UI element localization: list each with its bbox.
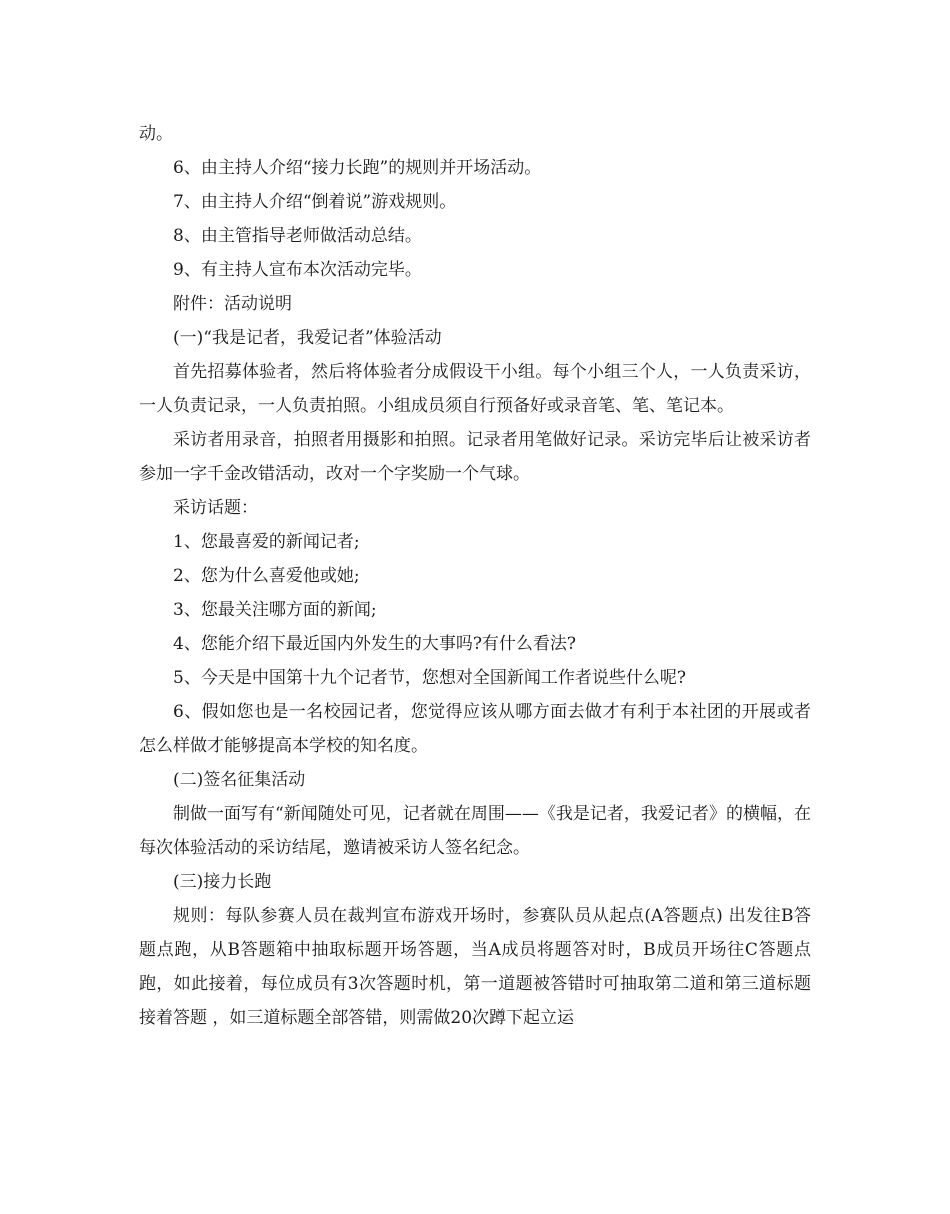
section-1-heading: (一)“我是记者，我爱记者”体验活动 (173, 328, 442, 348)
document-body (139, 117, 811, 1035)
interview-topic-2: 2、您为什么喜爱他或她; (173, 566, 360, 586)
interview-topics-heading: 采访话题： (173, 498, 258, 518)
interview-topic-6: 6、假如您也是一名校园记者，您觉得应该从哪方面去做才有利于本社团的开展或者怎么样做才能够提高本学校的知名度。 (139, 702, 811, 756)
interview-topic-3: 3、您最关注哪方面的新闻; (173, 600, 377, 620)
step-6: 6、由主持人介绍“接力长跑”的规则并开场活动。 (173, 158, 542, 178)
section-2-paragraph: 制做一面写有“新闻随处可见，记者就在周围——《我是记者，我爱记者》的横幅，在每次体验活动的采访结尾，邀请被采访人签名纪念。 (139, 804, 811, 858)
step-7: 7、由主持人介绍“倒着说”游戏规则。 (173, 192, 457, 212)
appendix-heading: 附件：活动说明 (173, 294, 292, 314)
section-1-paragraph-1: 首先招募体验者，然后将体验者分成假设干小组。每个小组三个人，一人负责采访，一人负责记录，一人负责拍照。小组成员须自行预备好或录音笔、笔、笔记本。 (139, 362, 811, 416)
interview-topic-1: 1、您最喜爱的新闻记者; (173, 532, 360, 552)
section-3-rules: 规则：每队参赛人员在裁判宣布游戏开场时，参赛队员从起点(A答题点) 出发往B答题点跑，从B答题箱中抽取标题开场答题，当A成员将题答对时，B成员开场往C答题点跑，如此接着，每位成员有3次答题时机，第一道题被答错时可抽取第二道和第三道标题接着答题 ，如三道标题全部答错，则需做20次蹲下起立运 (139, 906, 811, 1028)
paragraph-continuation: 动。 (139, 124, 173, 144)
section-2-heading: (二)签名征集活动 (173, 770, 306, 790)
section-3-heading: (三)接力长跑 (173, 872, 272, 892)
section-1-paragraph-2: 采访者用录音，拍照者用摄影和拍照。记录者用笔做好记录。采访完毕后让被采访者参加一字千金改错活动，改对一个字奖励一个气球。 (139, 430, 811, 484)
interview-topic-4: 4、您能介绍下最近国内外发生的大事吗?有什么看法? (173, 634, 577, 654)
step-9: 9、有主持人宣布本次活动完毕。 (173, 260, 422, 280)
step-8: 8、由主管指导老师做活动总结。 (173, 226, 422, 246)
interview-topic-5: 5、今天是中国第十九个记者节，您想对全国新闻工作者说些什么呢? (173, 668, 686, 688)
